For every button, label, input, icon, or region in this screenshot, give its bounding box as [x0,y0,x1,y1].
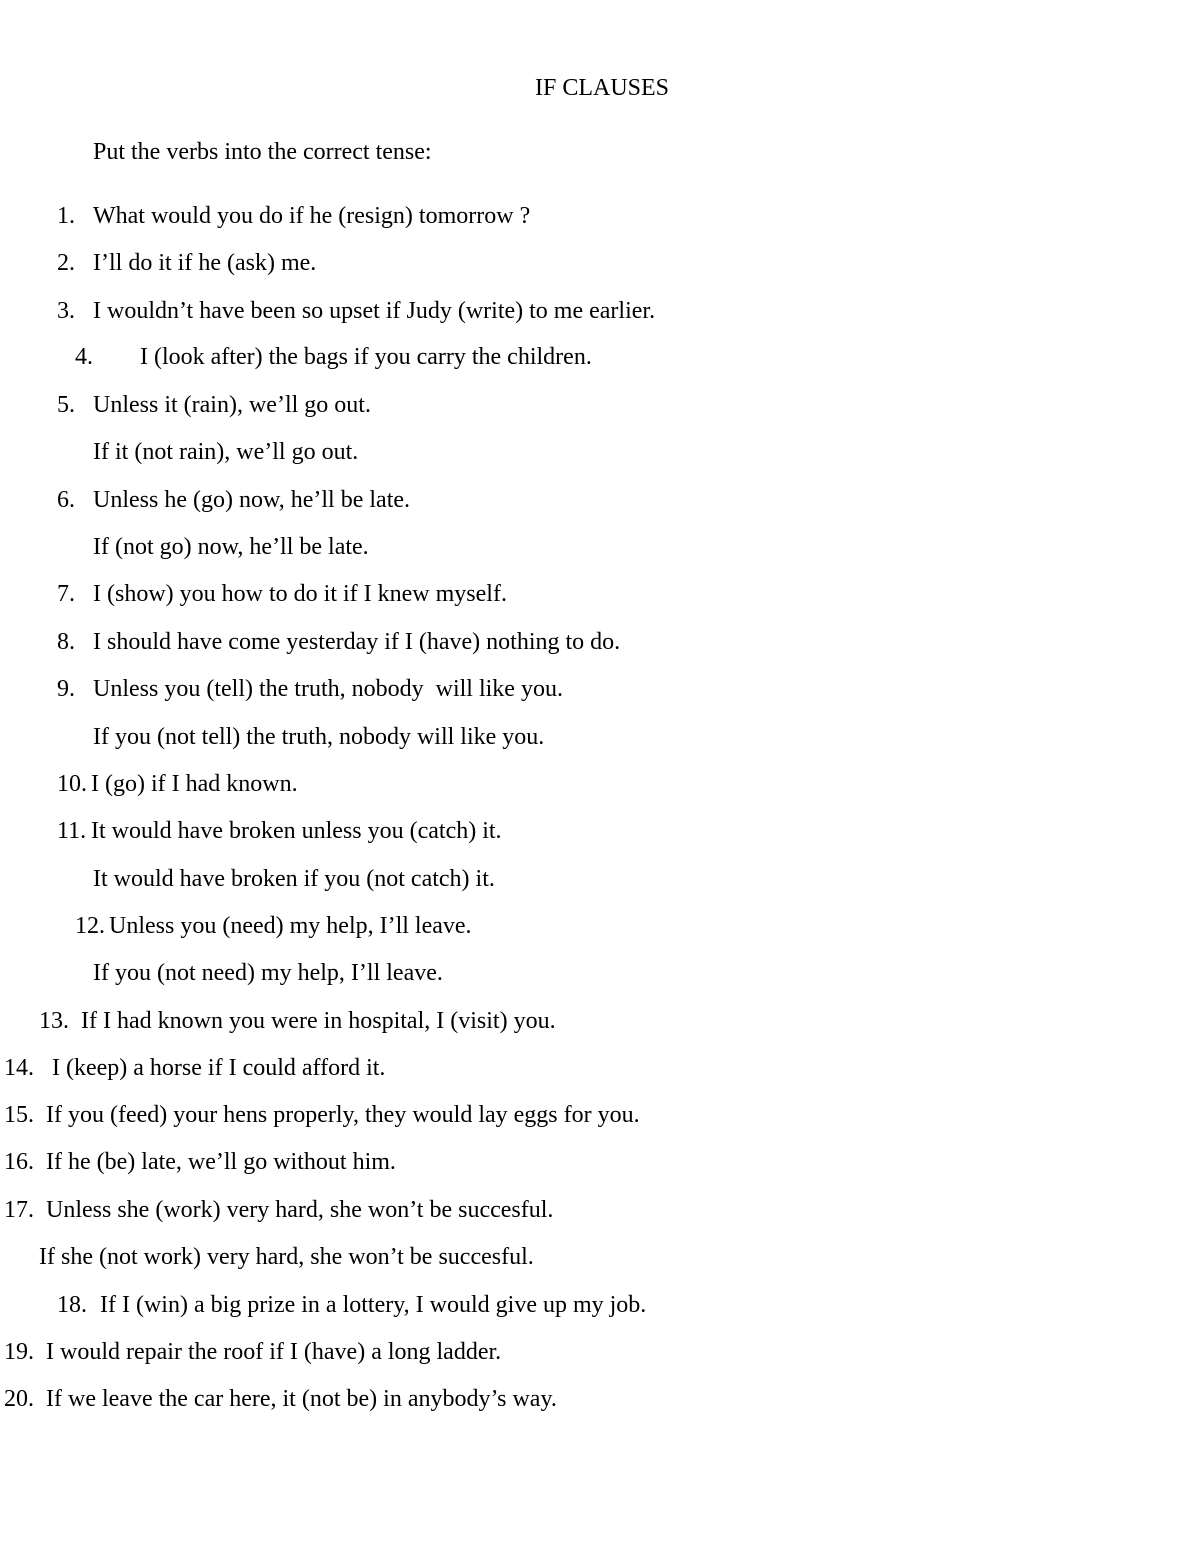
item-number: 19. [4,1339,34,1365]
item-text: I would repair the roof if I (have) a long ladder. [46,1339,502,1365]
instruction-text: Put the verbs into the correct tense: [93,139,432,165]
item-text: If he (be) late, we’ll go without him. [46,1149,396,1175]
item-number: 8. [57,629,75,655]
item-number: 5. [57,392,75,418]
item-text: If I had known you were in hospital, I (visit) you. [81,1008,556,1034]
item-text-alternative: It would have broken if you (not catch) it. [93,866,495,892]
item-number: 9. [57,676,75,702]
item-number: 3. [57,298,75,324]
item-text-alternative: If it (not rain), we’ll go out. [93,439,359,465]
item-text: It would have broken unless you (catch) it. [91,818,502,844]
item-text-alternative: If she (not work) very hard, she won’t be succesful. [39,1244,534,1270]
item-text: I (go) if I had known. [91,771,298,797]
page-title: IF CLAUSES [535,75,670,101]
item-text-alternative: If you (not need) my help, I’ll leave. [93,960,443,986]
item-text: If we leave the car here, it (not be) in anybody’s way. [46,1386,557,1412]
item-text-alternative: If (not go) now, he’ll be late. [93,534,369,560]
item-number: 2. [57,250,75,276]
item-text: Unless you (tell) the truth, nobody will like you. [93,676,563,702]
item-text: I (look after) the bags if you carry the children. [140,344,592,370]
item-text: Unless he (go) now, he’ll be late. [93,487,411,513]
item-number: 11. [57,818,87,844]
item-text: I’ll do it if he (ask) me. [93,250,317,276]
item-number: 4. [75,344,93,370]
item-number: 13. [39,1008,69,1034]
item-text: I wouldn’t have been so upset if Judy (write) to me earlier. [93,298,656,324]
item-text: If I (win) a big prize in a lottery, I would give up my job. [100,1292,647,1318]
item-number: 10. [57,771,87,797]
item-text: Unless you (need) my help, I’ll leave. [109,913,472,939]
item-text-alternative: If you (not tell) the truth, nobody will like you. [93,724,545,750]
item-number: 20. [4,1386,34,1412]
item-number: 17. [4,1197,34,1223]
item-number: 6. [57,487,75,513]
item-number: 14. [4,1055,34,1081]
item-number: 15. [4,1102,34,1128]
item-text: I (keep) a horse if I could afford it. [52,1055,386,1081]
item-number: 12. [75,913,105,939]
item-number: 1. [57,203,75,229]
item-number: 18. [57,1292,87,1318]
item-text: I should have come yesterday if I (have) nothing to do. [93,629,621,655]
item-number: 7. [57,581,75,607]
item-text: Unless she (work) very hard, she won’t be succesful. [46,1197,554,1223]
item-text: What would you do if he (resign) tomorrow ? [93,203,531,229]
item-text: Unless it (rain), we’ll go out. [93,392,371,418]
item-text: If you (feed) your hens properly, they would lay eggs for you. [46,1102,640,1128]
item-number: 16. [4,1149,34,1175]
item-text: I (show) you how to do it if I knew myself. [93,581,507,607]
